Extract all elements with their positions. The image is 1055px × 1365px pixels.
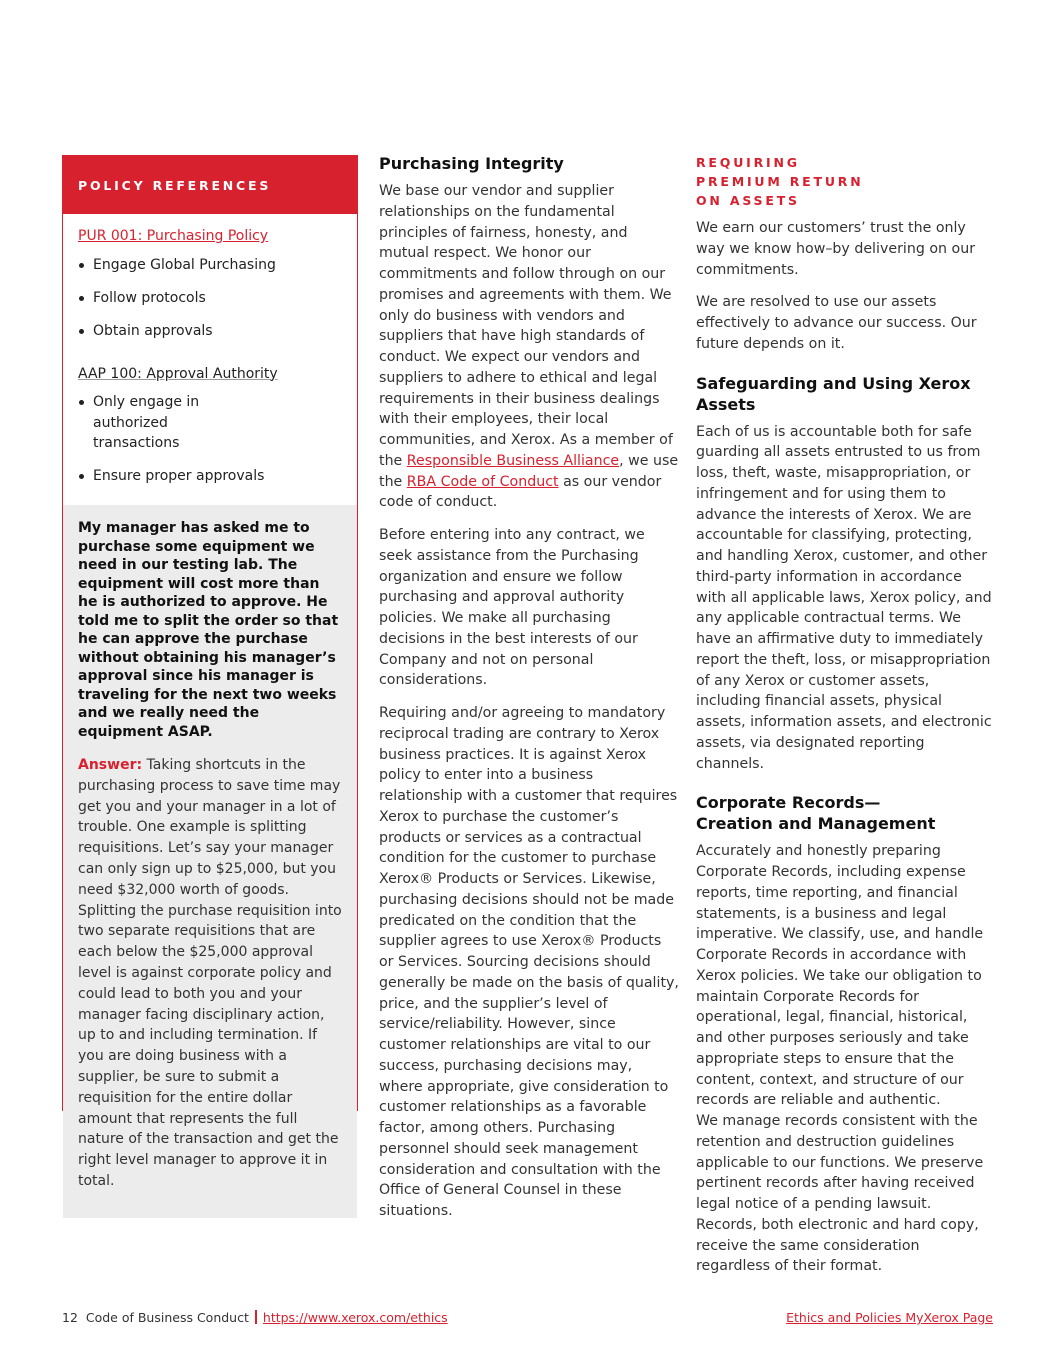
aap-100-items	[78, 392, 342, 487]
premium-return-eyebrow: REQUIRING PREMIUM RETURN ON ASSETS	[696, 155, 864, 208]
page-number: 12	[62, 1310, 78, 1325]
answer-text: Taking shortcuts in the purchasing process to save time may get you and your manager in a lot of trouble. One example is splitting requisitions. Let’s say your manager can only sign up to $25,000, but you need $32,000 worth of goods. Splitting the purchase requisition into two separate requisitions that are each below the $25,000 approval level is against corporate policy and could lead to both you and your manager facing disciplinary action, up to and including termination. If you are doing business with a supplier, be sure to submit a requisition for the entire dollar amount that represents the full nature of the transaction and get the right level manager to approve it in total.	[78, 757, 342, 1189]
corporate-records-paragraph-1: Accurately and honestly preparing Corporate Records, including expense reports, time reporting, and financial statements, is a business and legal imperative. We classify, use, and handle Corporate Records in accordance with Xerox policies. We take our obligation to maintain Corporate Records for operational, legal, financial, historical, and other purposes seriously and take appropriate steps to ensure that the content, context, and structure of our records are reliable and authentic.	[696, 843, 984, 1109]
answer-label: Answer:	[78, 757, 143, 773]
purchasing-paragraph-2: Before entering into any contract, we seek assistance from the Purchasing organization and ensure we follow purchasing and approval authority policies. We make all purchasing decisions in the best interests of our Company and not on personal considerations.	[379, 527, 645, 689]
corporate-records-heading: Corporate Records—Creation and Management	[696, 793, 936, 834]
list-item: Follow protocols	[78, 288, 342, 309]
qa-box	[63, 505, 357, 1218]
policy-references-panel	[62, 155, 358, 1189]
aap-100-title: AAP 100: Approval Authority	[78, 365, 278, 382]
paragraph-text: We base our vendor and supplier relationships on the fundamental principles of fairness, honesty, and mutual respect. We honor our commitments and follow through on our promises and agreements with them. We only do business with vendors and suppliers that have high standards of conduct. We expect our vendors and suppliers to adhere to ethical and legal requirements in their business dealings with their employees, their local communities, and Xerox. As a member of the	[379, 183, 673, 469]
qa-question: My manager has asked me to purchase some equipment we need in our testing lab. The equipment will cost more than he is authorized to approve. He told me to split the order so that he can approve the purchase without obtaining his manager’s approval since his manager is traveling for the next two weeks and we really need the equipment ASAP.	[78, 520, 339, 740]
list-item: Engage Global Purchasing	[78, 255, 342, 276]
policy-references-list	[63, 214, 357, 505]
pur-001-items	[78, 255, 342, 342]
assets-paragraph-2: We are resolved to use our assets effectively to advance our success. Our future depends on it.	[696, 294, 977, 352]
pur-001-link[interactable]: PUR 001: Purchasing Policy	[78, 228, 269, 244]
footer-separator	[255, 1310, 257, 1324]
myxerox-ethics-link[interactable]: Ethics and Policies MyXerox Page	[786, 1310, 993, 1325]
qa-answer	[78, 755, 342, 1192]
footer-left	[62, 1310, 448, 1325]
policy-references-header: POLICY REFERENCES	[63, 156, 357, 214]
safeguarding-paragraph: Each of us is accountable both for safe guarding all assets entrusted to us from loss, theft, waste, misappropriation, or infringement and for using them to advance the interests of Xerox. We are accountable for classifying, protecting, and handling Xerox, customer, and other third-party information in accordance with all applicable laws, Xerox policy, and any applicable contractual terms. We have an affirmative duty to immediately report the theft, loss, or misappropriation of any Xerox or customer assets, including financial assets, physical assets, information assets, and electronic assets, via designated reporting channels.	[696, 423, 992, 772]
corporate-records-paragraph-2: We manage records consistent with the retention and destruction guidelines applicable to our functions. We preserve pertinent records after having received legal notice of a pending lawsuit. Records, both electronic and hard copy, receive the same consideration regardless of their format.	[696, 1113, 984, 1275]
paragraph-text: , we use the	[379, 452, 679, 490]
document-title: Code of Business Conduct	[85, 1310, 249, 1325]
purchasing-integrity-heading: Purchasing Integrity	[379, 154, 564, 173]
list-item: Obtain approvals	[78, 321, 342, 342]
rba-code-of-conduct-link[interactable]: RBA Code of Conduct	[406, 473, 559, 490]
assets-paragraph-1: We earn our customers’ trust the only way we know how–by delivering on our commitments.	[696, 220, 976, 278]
purchasing-paragraph-3: Requiring and/or agreeing to mandatory reciprocal trading are contrary to Xerox business practices. It is against Xerox policy to enter into a business relationship with a customer that requires Xerox to purchase the customer’s products or services as a contractual condition for the customer to purchase Xerox® Products or Services. Likewise, purchasing decisions should not be made predicated on the condition that the supplier agrees to use Xerox® Products or Services. Sourcing decisions should generally be made on the basis of quality, price, and the supplier’s level of service/reliability. However, since customer relationships are vital to our success, purchasing decisions may, where appropriate, give consideration to customer relationships as a favorable factor, among others. Purchasing personnel should seek management consideration and consultation with the Office of General Counsel in these situations.	[379, 705, 679, 1219]
ethics-url-link[interactable]: https://www.xerox.com/ethics	[262, 1310, 448, 1325]
purchasing-integrity-column	[379, 153, 679, 1234]
purchasing-paragraph-1	[379, 181, 679, 513]
responsible-business-alliance-link[interactable]: Responsible Business Alliance	[406, 452, 620, 469]
paragraph-text: as our vendor code of conduct.	[379, 473, 662, 511]
list-item: Only engage in authorized transactions	[78, 392, 253, 454]
assets-column	[696, 153, 996, 1289]
list-item: Ensure proper approvals	[78, 466, 342, 487]
safeguarding-heading: Safeguarding and Using Xerox Assets	[696, 373, 971, 414]
